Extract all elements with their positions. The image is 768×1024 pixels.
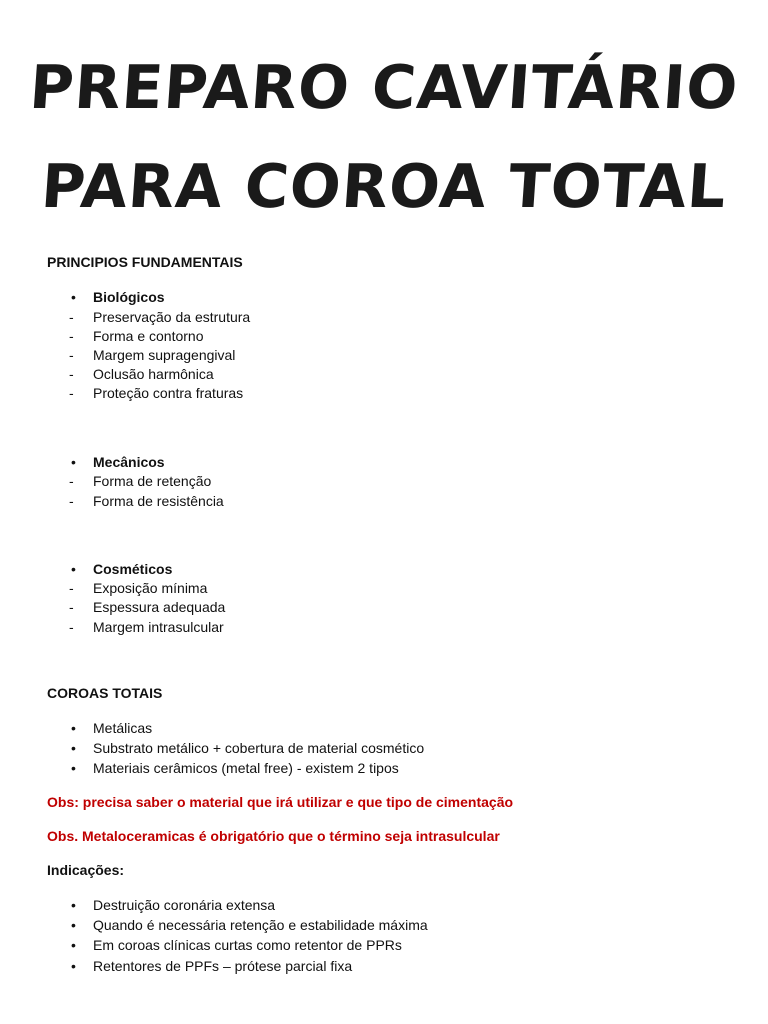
dash-marker: - (69, 309, 74, 325)
list-item-text: Metálicas (93, 720, 153, 736)
section-heading-indicacoes: Indicações: (47, 862, 125, 878)
dash-marker: - (69, 385, 74, 401)
list-item-text: Forma e contorno (93, 328, 204, 344)
bullet-marker: • (71, 454, 76, 470)
section-heading-coroas: COROAS TOTAIS (47, 685, 163, 701)
page-title-line-2: PARA COROA TOTAL (38, 152, 730, 222)
group-mecanicos (47, 453, 165, 471)
list-item (47, 618, 224, 636)
bullet-marker: • (71, 760, 76, 776)
list-item (47, 492, 224, 510)
group-label: Cosméticos (93, 561, 173, 577)
list-item (47, 957, 352, 975)
list-item-text: Margem intrasulcular (93, 619, 224, 635)
list-item-text: Substrato metálico + cobertura de material cosmético (93, 740, 425, 756)
list-item-text: Forma de resistência (93, 493, 224, 509)
list-item (47, 384, 243, 402)
list-item (47, 759, 399, 777)
list-item-text: Margem supragengival (93, 347, 236, 363)
bullet-marker: • (71, 720, 76, 736)
bullet-marker: • (71, 937, 76, 953)
dash-marker: - (69, 599, 74, 615)
dash-marker: - (69, 347, 74, 363)
group-label: Biológicos (93, 289, 165, 305)
section-heading-principios: PRINCIPIOS FUNDAMENTAIS (47, 254, 243, 270)
group-cosmeticos (47, 560, 172, 578)
dash-marker: - (69, 328, 74, 344)
list-item-text: Materiais cerâmicos (metal free) - existem 2 tipos (93, 760, 399, 776)
bullet-marker: • (71, 561, 76, 577)
list-item (47, 365, 214, 383)
list-item-text: Espessura adequada (93, 599, 226, 615)
list-item-text: Forma de retenção (93, 473, 212, 489)
bullet-marker: • (71, 917, 76, 933)
list-item (47, 327, 204, 345)
list-item (47, 719, 152, 737)
list-item (47, 308, 250, 326)
dash-marker: - (69, 366, 74, 382)
list-item-text: Retentores de PPFs – prótese parcial fixa (93, 958, 353, 974)
dash-marker: - (69, 580, 74, 596)
dash-marker: - (69, 493, 74, 509)
list-item (47, 579, 207, 597)
obs-note-2: Obs. Metaloceramicas é obrigatório que o término seja intrasulcular (47, 828, 500, 844)
bullet-marker: • (71, 289, 76, 305)
list-item-text: Destruição coronária extensa (93, 897, 276, 913)
bullet-marker: • (71, 740, 76, 756)
bullet-marker: • (71, 958, 76, 974)
dash-marker: - (69, 473, 74, 489)
list-item (47, 346, 235, 364)
list-item-text: Em coroas clínicas curtas como retentor de PPRs (93, 937, 402, 953)
list-item (47, 472, 211, 490)
dash-marker: - (69, 619, 74, 635)
list-item-text: Preservação da estrutura (93, 309, 251, 325)
list-item (47, 739, 424, 757)
list-item-text: Proteção contra fraturas (93, 385, 244, 401)
page-title-line-1: PREPARO CAVITÁRIO (27, 53, 741, 123)
list-item (47, 896, 275, 914)
group-biologicos (47, 288, 165, 306)
bullet-marker: • (71, 897, 76, 913)
list-item-text: Exposição mínima (93, 580, 208, 596)
list-item (47, 916, 428, 934)
obs-note-1: Obs: precisa saber o material que irá utilizar e que tipo de cimentação (47, 794, 514, 810)
list-item-text: Oclusão harmônica (93, 366, 214, 382)
list-item-text: Quando é necessária retenção e estabilidade máxima (93, 917, 428, 933)
list-item (47, 598, 225, 616)
group-label: Mecânicos (93, 454, 165, 470)
list-item (47, 936, 402, 954)
